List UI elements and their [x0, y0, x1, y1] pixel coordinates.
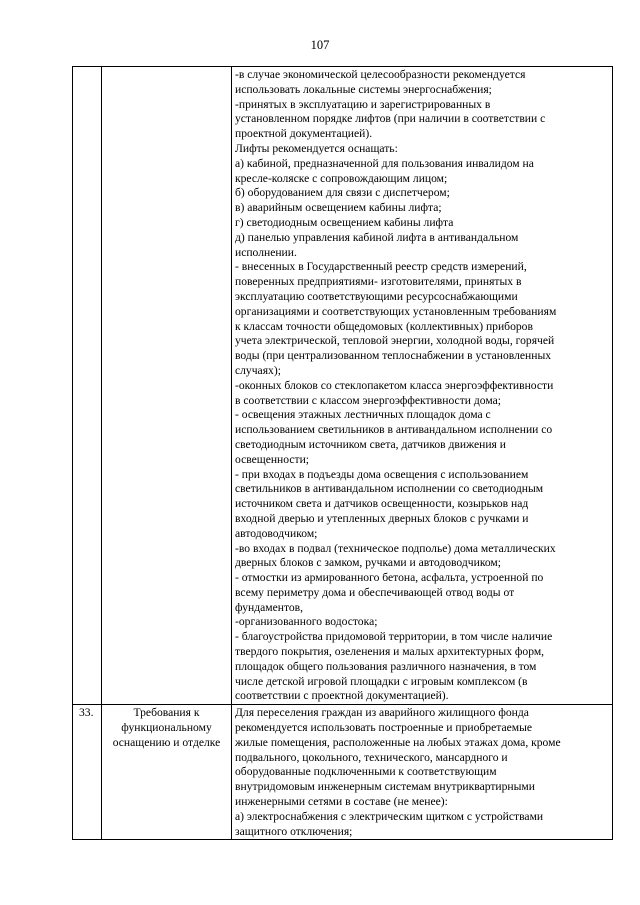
- description-line: светодиодным источником света, датчиков движения и: [235, 437, 506, 451]
- requirement-name-line: Требования к: [133, 706, 200, 720]
- description-line: исполнении.: [235, 245, 297, 259]
- description-line: - освещения этажных лестничных площадок дома с: [235, 408, 491, 422]
- description-line: б) оборудованием для связи с диспетчером;: [235, 186, 450, 200]
- description-line: оборудованные подключенными к соответствующим: [235, 765, 497, 779]
- description-line: проектной документацией).: [235, 127, 373, 141]
- description-line: в соответствии с классом энергоэффективности дома;: [235, 393, 501, 407]
- description-line: -в случае экономической целесообразности рекомендуется: [235, 68, 526, 81]
- description-line: твердого покрытия, озеленения и малых архитектурных форм,: [235, 645, 545, 659]
- description-line: Лифты рекомендуется оснащать:: [235, 141, 398, 155]
- description-line: использовать локальные системы энергоснабжения;: [235, 82, 492, 96]
- description-line: - внесенных в Государственный реестр средств измерений,: [235, 260, 527, 274]
- description-line: -оконных блоков со стеклопакетом класса энергоэффективности: [235, 378, 554, 392]
- description-line: д) панелью управления кабиной лифта в антивандальном: [235, 230, 519, 244]
- description-line: жилые помещения, расположенные на любых этажах дома, кроме: [235, 735, 561, 749]
- description-line: эксплуатацию соответствующими ресурсоснабжающими: [235, 289, 518, 303]
- description-line: источником света и датчиков освещенности, козырьков над: [235, 497, 529, 511]
- description-line: площадок общего пользования различного назначения, в том: [235, 659, 537, 673]
- description-line: - при входах в подъезды дома освещения с использованием: [235, 467, 529, 481]
- description-line: автодоводчиком;: [235, 526, 318, 540]
- description-line: воды (при централизованном теплоснабжении в установленных: [235, 349, 552, 363]
- description-line: поверенных предприятиями- изготовителями, принятых в: [235, 275, 522, 289]
- description-line: случаях);: [235, 363, 281, 377]
- description-line: входной дверью и утепленных дверных блоков с ручками и: [235, 511, 529, 525]
- description-line: Для переселения граждан из аварийного жилищного фонда: [235, 706, 529, 720]
- description-line: в) аварийным освещением кабины лифта;: [235, 201, 442, 215]
- requirement-name-cell: [102, 705, 232, 840]
- requirement-name-cell: [102, 67, 232, 705]
- description-line: защитного отключения;: [235, 824, 353, 838]
- table-row: [73, 67, 613, 705]
- description-line: подвального, цокольного, технического, мансардного и: [235, 750, 508, 764]
- description-line: всему периметру дома и обеспечивающей отвод воды от: [235, 585, 515, 599]
- requirement-name-line: функциональному: [121, 721, 212, 735]
- description-line: числе детской игровой площадки с игровым комплексом (в: [235, 674, 528, 688]
- description-line: организациями и соответствующих установленным требованиям: [235, 304, 557, 318]
- description-line: г) светодиодным освещением кабины лифта: [235, 215, 454, 229]
- description-line: -организованного водостока;: [235, 615, 378, 629]
- requirement-name-line: оснащению и отделке: [112, 735, 221, 749]
- description-line: установленном порядке лифтов (при наличии в соответствии с: [235, 112, 546, 126]
- requirements-table: [72, 66, 613, 840]
- description-line: соответствии с проектной документацией).: [235, 689, 449, 703]
- description-line: а) кабиной, предназначенной для пользования инвалидом на: [235, 156, 534, 170]
- description-line: светильников в антивандальном исполнении со светодиодным: [235, 482, 544, 496]
- requirement-description-cell: [232, 705, 613, 840]
- description-line: освещенности;: [235, 452, 309, 466]
- table-row: [73, 705, 613, 840]
- description-line: учета электрической, тепловой энергии, холодной воды, горячей: [235, 334, 555, 348]
- table-body: [73, 67, 613, 840]
- description-line: -принятых в эксплуатацию и зарегистрированных в: [235, 97, 491, 111]
- description-line: фундаментов,: [235, 600, 304, 614]
- description-line: инженерными сетями в составе (не менее):: [235, 795, 448, 809]
- description-line: а) электроснабжения с электрическим щитком с устройствами: [235, 809, 544, 823]
- row-number-cell: [73, 67, 102, 705]
- row-number-cell: 33.: [73, 705, 102, 840]
- description-line: - отмостки из армированного бетона, асфальта, устроенной по: [235, 571, 544, 585]
- description-line: к классам точности общедомовых (коллективных) приборов: [235, 319, 533, 333]
- requirement-description-cell: [232, 67, 613, 705]
- page-number: 107: [310, 38, 330, 52]
- description-line: внутридомовым инженерным системам внутриквартирными: [235, 780, 535, 794]
- description-line: -во входах в подвал (техническое подполье) дома металлических: [235, 541, 556, 555]
- description-line: кресле-коляске с сопровождающим лицом;: [235, 171, 448, 185]
- description-line: рекомендуется использовать построенные и приобретаемые: [235, 721, 533, 735]
- description-line: дверных блоков с замком, ручками и автодоводчиком;: [235, 556, 501, 570]
- description-line: - благоустройства придомовой территории, в том числе наличие: [235, 630, 553, 644]
- description-line: использованием светильников в антивандальном исполнении со: [235, 423, 553, 437]
